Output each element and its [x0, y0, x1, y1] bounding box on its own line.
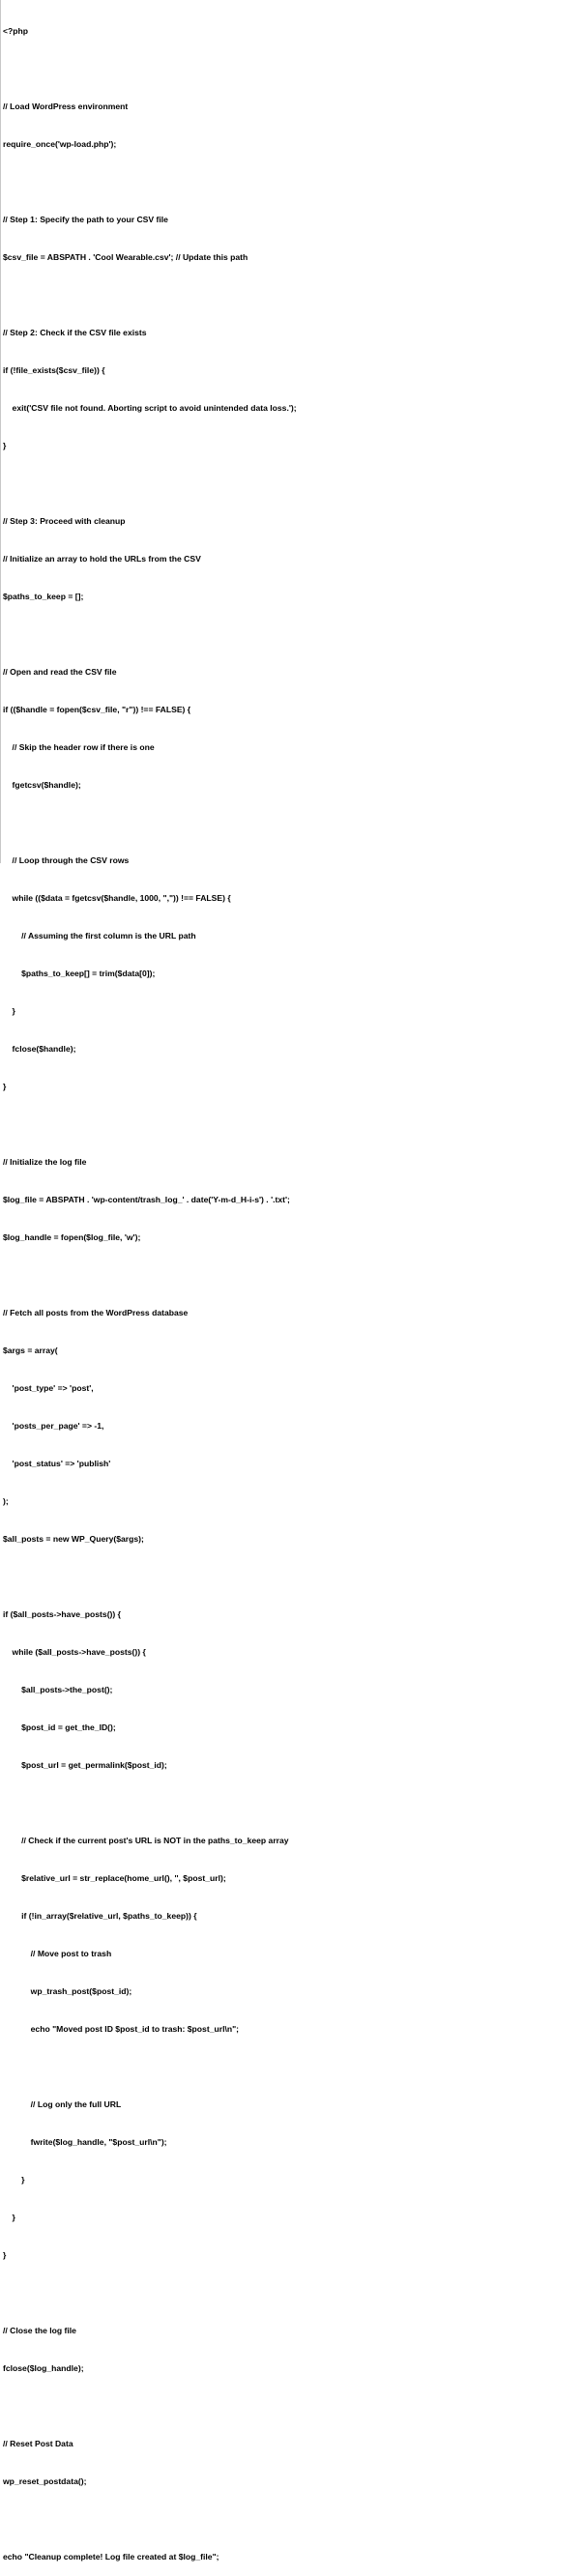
code-line	[3, 1269, 297, 1282]
code-line	[3, 2513, 297, 2526]
code-line: echo "Moved post ID $post_id to trash: $post_url\n";	[3, 2024, 240, 2034]
code-line	[3, 289, 297, 302]
code-line: // Initialize an array to hold the URLs from the CSV	[3, 554, 201, 564]
code-line: // Step 2: Check if the CSV file exists	[3, 328, 147, 337]
code-line: if (!in_array($relative_url, $paths_to_keep)) {	[3, 1911, 197, 1921]
code-line	[3, 2287, 297, 2300]
code-line	[3, 2400, 297, 2413]
code-line: <?php	[3, 26, 29, 36]
code-line: }	[3, 1082, 7, 1091]
code-line: 'posts_per_page' => -1,	[3, 1421, 104, 1431]
code-line	[3, 1797, 297, 1809]
code-line: if ($all_posts->have_posts()) {	[3, 1609, 122, 1619]
code-line: }	[3, 2175, 25, 2185]
code-line: wp_trash_post($post_id);	[3, 1986, 132, 1996]
code-line: // Close the log file	[3, 2326, 76, 2335]
code-line: echo "Cleanup complete! Log file created at $log_file";	[3, 2552, 219, 2562]
code-line	[3, 628, 297, 641]
code-line: $args = array(	[3, 1346, 58, 1355]
code-line: // Log only the full URL	[3, 2099, 122, 2109]
code-line	[3, 2061, 297, 2073]
code-line: while (($data = fgetcsv($handle, 1000, ",")) !== FALSE) {	[3, 893, 231, 903]
code-line: }	[3, 2213, 15, 2222]
code-line: // Move post to trash	[3, 1949, 112, 1958]
code-line: $paths_to_keep[] = trim($data[0]);	[3, 969, 156, 978]
code-line: // Load WordPress environment	[3, 101, 129, 111]
code-line	[3, 63, 297, 75]
code-line: $post_url = get_permalink($post_id);	[3, 1760, 167, 1770]
code-line: $csv_file = ABSPATH . 'Cool Wearable.csv'; // Update this path	[3, 252, 248, 262]
code-line: // Open and read the CSV file	[3, 667, 117, 677]
code-line	[3, 478, 297, 490]
code-line: fclose($handle);	[3, 1044, 76, 1054]
code-line: // Step 3: Proceed with cleanup	[3, 516, 126, 526]
code-line: require_once('wp-load.php');	[3, 139, 117, 149]
code-line: fgetcsv($handle);	[3, 780, 81, 790]
code-line: // Loop through the CSV rows	[3, 855, 130, 865]
code-line: exit('CSV file not found. Aborting script to avoid unintended data loss.');	[3, 403, 297, 413]
code-line: $relative_url = str_replace(home_url(), '', $post_url);	[3, 1873, 226, 1883]
code-line	[3, 176, 297, 188]
code-line: while ($all_posts->have_posts()) {	[3, 1647, 146, 1657]
code-line: // Skip the header row if there is one	[3, 742, 155, 752]
code-line: // Initialize the log file	[3, 1157, 87, 1167]
code-line: $log_handle = fopen($log_file, 'w');	[3, 1232, 141, 1242]
code-line: fclose($log_handle);	[3, 2363, 84, 2373]
code-line: fwrite($log_handle, "$post_url\n");	[3, 2137, 167, 2147]
code-line: $all_posts = new WP_Query($args);	[3, 1534, 144, 1544]
code-line: if (!file_exists($csv_file)) {	[3, 365, 105, 375]
code-listing	[3, 0, 297, 2576]
document-left-border	[0, 0, 1, 863]
code-line: wp_reset_postdata();	[3, 2476, 87, 2486]
code-line: $all_posts->the_post();	[3, 1685, 113, 1694]
code-line: $log_file = ABSPATH . 'wp-content/trash_log_' . date('Y-m-d_H-i-s') . '.txt';	[3, 1195, 290, 1204]
code-line: // Check if the current post's URL is NOT in the paths_to_keep array	[3, 1836, 289, 1845]
code-line: $post_id = get_the_ID();	[3, 1722, 116, 1732]
code-line	[3, 817, 297, 829]
code-line: }	[3, 1006, 15, 1016]
code-line	[3, 1118, 297, 1131]
code-line: }	[3, 441, 7, 450]
code-line: // Reset Post Data	[3, 2439, 73, 2448]
code-line: if (($handle = fopen($csv_file, "r")) !== FALSE) {	[3, 705, 191, 714]
code-line	[3, 1571, 297, 1583]
code-line: 'post_type' => 'post',	[3, 1383, 94, 1393]
code-line: );	[3, 1496, 9, 1506]
code-line: $paths_to_keep = [];	[3, 592, 84, 601]
code-line: }	[3, 2250, 7, 2260]
code-line: // Step 1: Specify the path to your CSV file	[3, 215, 168, 224]
code-line: // Assuming the first column is the URL path	[3, 931, 196, 941]
code-line: 'post_status' => 'publish'	[3, 1459, 111, 1468]
code-line: // Fetch all posts from the WordPress database	[3, 1308, 189, 1317]
